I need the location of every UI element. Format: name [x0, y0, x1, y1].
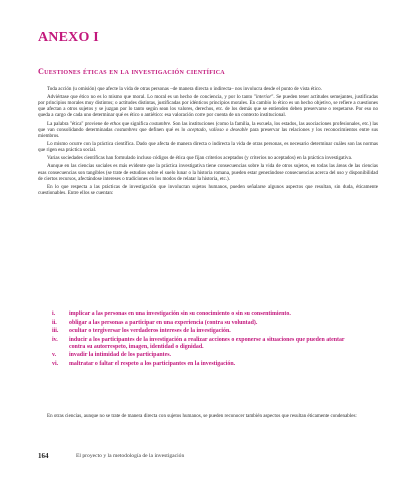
italic-run: ethos	[109, 120, 121, 127]
text-run: Lo mismo ocurre con la práctica científica. Dado que afecta de manera directa o indirecta la vida de otras personas, es necesario determinar cuáles son las normas que rigen esa práctica social.	[38, 140, 378, 153]
running-footer: El proyecto y la metodología de la investigación	[76, 453, 185, 459]
list-item-text: ocultar o tergiversar los verdaderos intereses de la investigación.	[69, 328, 231, 335]
list-item-number: v.	[52, 352, 57, 359]
paragraph	[38, 121, 378, 139]
page-number: 164	[38, 452, 49, 460]
paragraph	[38, 141, 378, 153]
paragraph	[38, 184, 378, 196]
body-text	[38, 86, 378, 198]
list-item	[52, 328, 352, 335]
paragraph	[38, 155, 378, 161]
list-item-number: vi.	[52, 360, 59, 367]
italic-run: interior	[255, 94, 272, 101]
closing-section	[38, 413, 378, 419]
list-item	[52, 311, 352, 318]
text-run: . Son las instituciones (como la familia, la escuela, los estados, las asociaciones profesionales, etc.) las que van consolidando determinadas	[38, 120, 378, 133]
annex-title: ANEXO I	[38, 30, 99, 45]
list-item-text: inducir a los participantes de la investigación a realizar acciones o exponerse a situaciones que pueden atentar contra su autorrespeto, imagen, identidad o dignidad.	[69, 336, 345, 350]
list-item-text: maltratar o faltar el respeto a los participantes en la investigación.	[69, 360, 236, 367]
list-item	[52, 361, 352, 368]
paragraph	[38, 163, 378, 181]
text-run: que significa	[120, 120, 150, 127]
italic-run: costumbre	[149, 120, 171, 127]
list-item	[52, 320, 352, 327]
list-item-number: iii.	[52, 328, 59, 335]
ethics-list	[52, 311, 352, 369]
text-run: ". Se pueden tener actitudes semejantes, justificadas por principios morales muy distintos; o actitudes distintas, justificadas por idénticos principios morales. En cambio lo ético es un hecho objetivo, se refiere a cuestiones que afectan a otros sujetos y se juzgan por lo tanto según sean los valores, derechos, etc. de los demás que se entienden deben preservarse o respetarse. Por eso no queda a cargo de cada uno determinar qué es ético o antiético: esa valoración corre por cuenta de un contexto institucional.	[38, 94, 378, 119]
list-item	[52, 352, 352, 359]
closing-paragraph: En otras ciencias, aunque no se trate de manera directa con sujetos humanos, se pueden reconocer también aspectos que resultan éticamente condenables:	[47, 413, 357, 419]
text-run: Aunque en las ciencias sociales es más evidente que la práctica investigativa tiene consecuencias sobre la vida de otros sujetos, en todas las áreas de las ciencias esas consecuencias son tangibles (se trate de estudios sobre el suelo lunar o la historia romana, pueden estar generándose consecuencias acerca del uso y disponibilidad de ciertos recursos, afectándose intereses o tradiciones en los modos de relatar la historia, etc.).	[38, 163, 378, 182]
italic-run: costumbres	[114, 126, 138, 133]
text-run: que definen qué es lo	[137, 126, 188, 133]
list-item-number: iv.	[52, 336, 58, 343]
list-item-text: implicar a las personas en una investigación sin su conocimiento o sin su consentimiento.	[69, 311, 291, 317]
list-item	[52, 337, 352, 351]
text-run: En lo que respecta a las prácticas de investigación que involucran sujetos humanos, pueden señalarse algunos aspectos que resultan, sin duda, éticamente cuestionables. Entre ellos se cuentan:	[38, 183, 378, 196]
text-run: La palabra "ética" proviene de	[47, 120, 110, 127]
paragraph	[38, 94, 378, 118]
text-run: Toda acción (u omisión) que afecte la vida de otras personas –de manera directa o indirecta– nos involucra desde el punto de vista ético.	[47, 86, 322, 92]
paragraph	[38, 86, 378, 92]
text-run: para preservar las relaciones y los reconocimientos entre sus miembros.	[38, 126, 378, 139]
section-title: Cuestiones éticas en la investigación científica	[38, 67, 225, 76]
text-run: Adviértase que ético no es lo mismo que moral. Lo moral es un hecho de conciencia, y por lo tanto "	[47, 94, 256, 101]
text-run: Varias sociedades científicas han formulado incluso códigos de ética que fijan criterios aceptados (y criterios no aceptados) en la práctica investigativa.	[47, 155, 353, 162]
list-item-text: invadir la intimidad de los participantes.	[69, 352, 172, 359]
list-item-text: obligar a las personas a participar en una experiencia (contra su voluntad).	[69, 319, 258, 326]
list-item-number: i.	[52, 311, 56, 317]
italic-run: aceptado, valioso o deseable	[187, 126, 248, 133]
list-item-number: ii.	[52, 319, 57, 326]
